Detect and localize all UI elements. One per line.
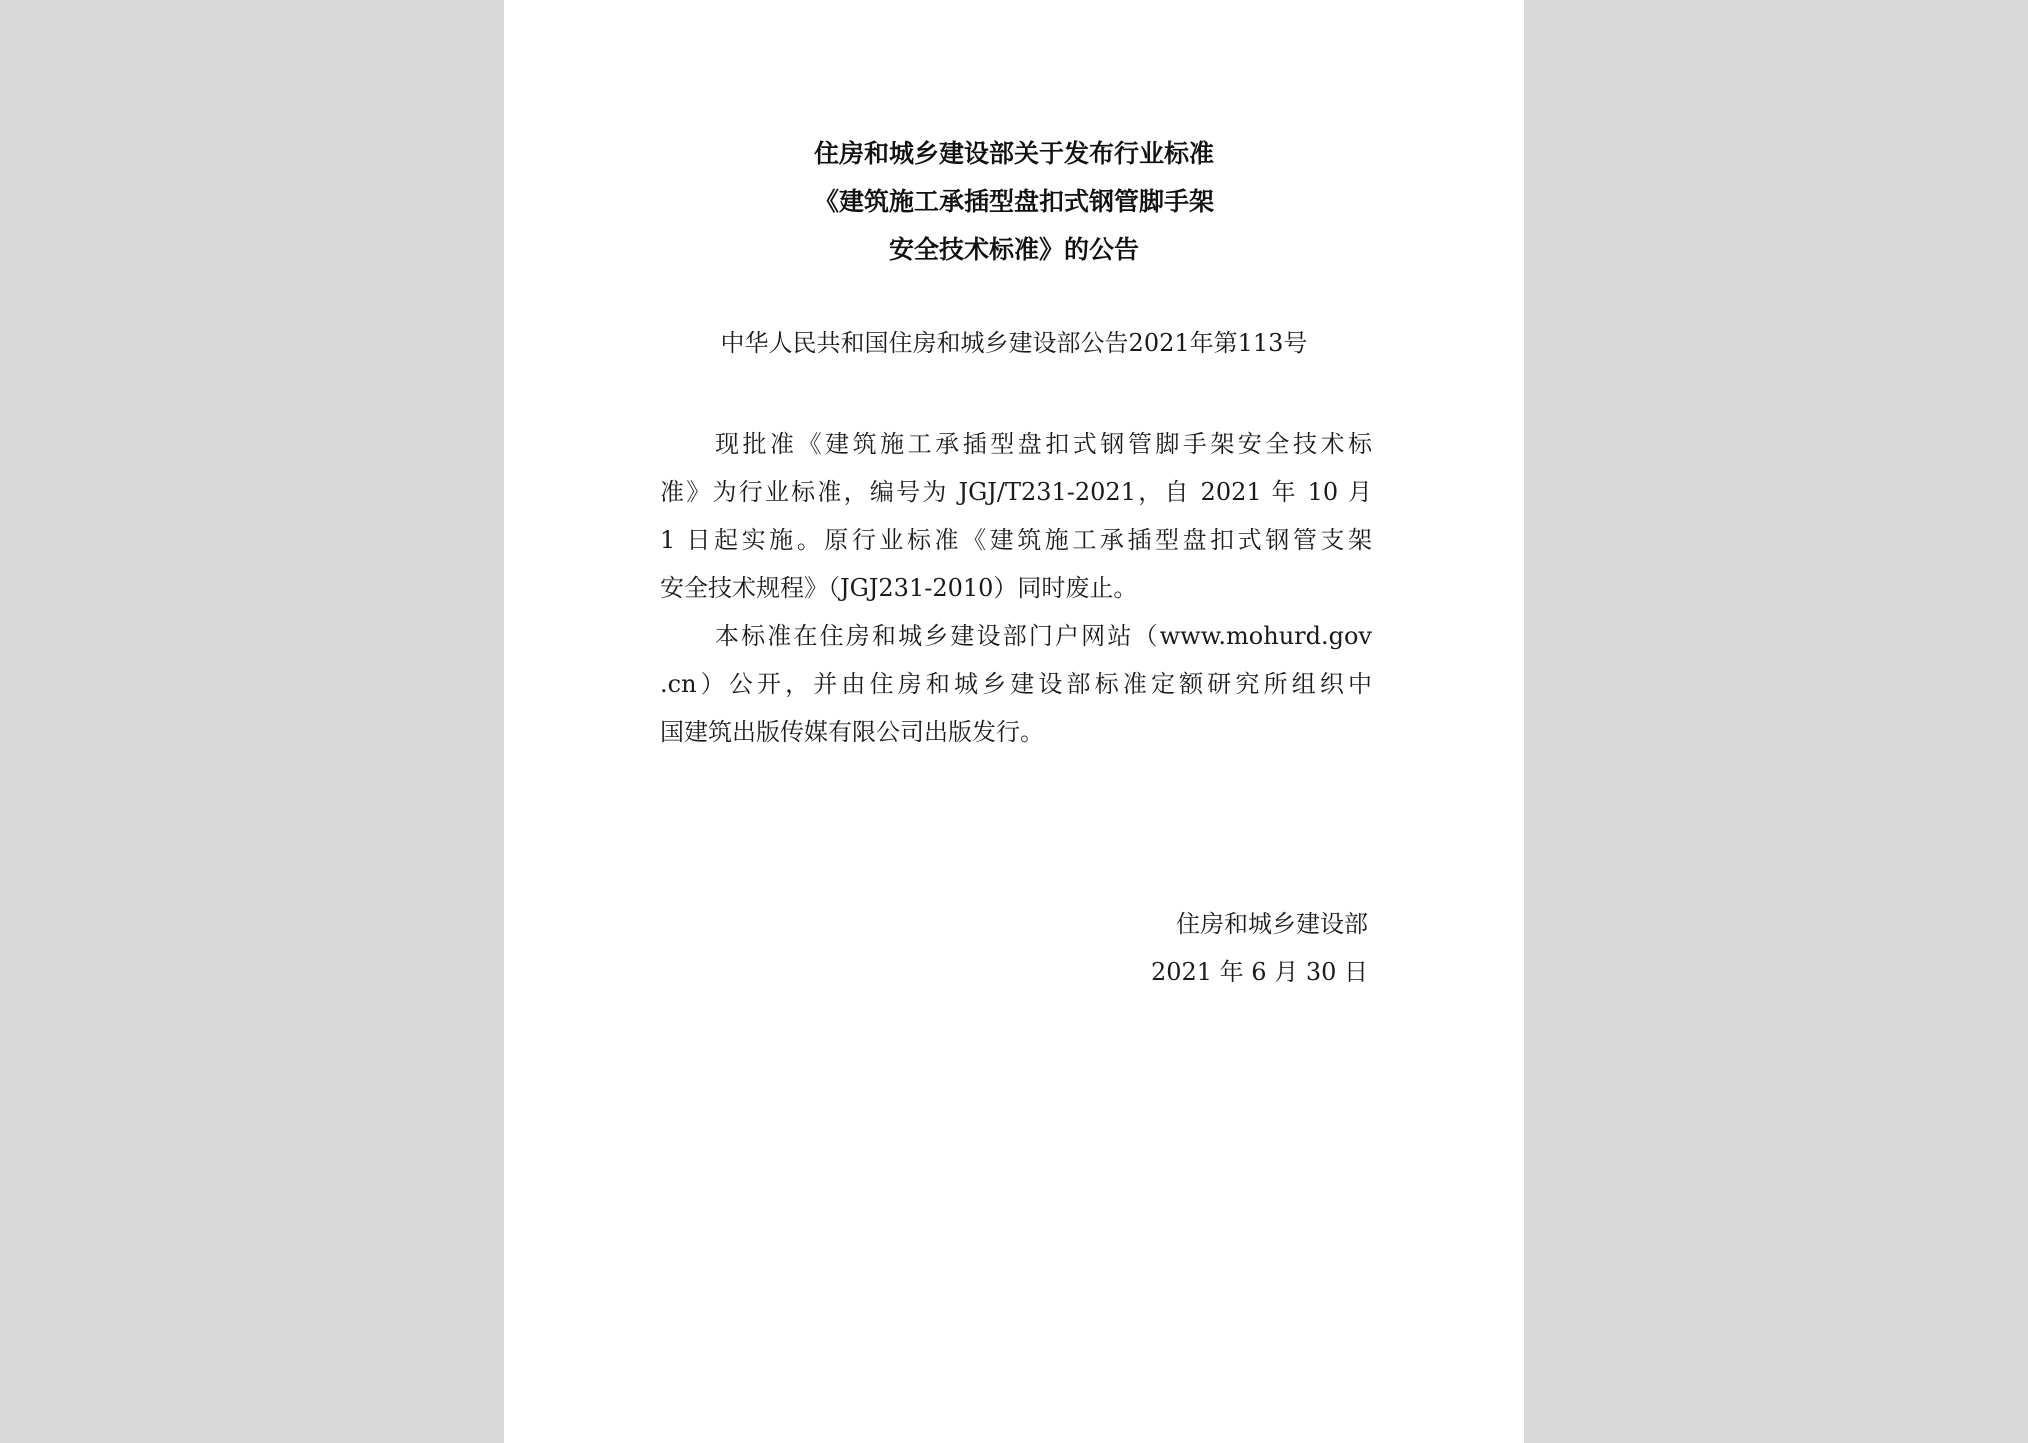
body-line-6: .cn）公开，并由住房和城乡建设部标准定额研究所组织中 xyxy=(660,670,1372,698)
body-line-3: 1 日起实施。原行业标准《建筑施工承插型盘扣式钢管支架 xyxy=(660,526,1372,554)
signature-date: 2021 年 6 月 30 日 xyxy=(1150,958,1368,986)
body-line-5: 本标准在住房和城乡建设部门户网站（www.mohurd.gov xyxy=(715,622,1372,650)
signature-block xyxy=(1151,900,1368,996)
body-line-1: 现批准《建筑施工承插型盘扣式钢管脚手架安全技术标 xyxy=(715,430,1372,458)
body-line-4: 安全技术规程》（JGJ231-2010）同时废止。 xyxy=(660,574,1138,602)
body-line-7: 国建筑出版传媒有限公司出版发行。 xyxy=(660,718,1044,746)
title-line-1: 住房和城乡建设部关于发布行业标准 xyxy=(813,139,1214,168)
document-title xyxy=(504,130,1524,274)
announcement-number: 中华人民共和国住房和城乡建设部公告2021年第113号 xyxy=(720,329,1308,357)
document-body xyxy=(660,420,1372,756)
body-line-2: 准》为行业标准，编号为 JGJ/T231-2021，自 2021 年 10 月 xyxy=(660,478,1372,506)
title-line-3: 安全技术标准》的公告 xyxy=(888,235,1139,264)
title-line-2: 《建筑施工承插型盘扣式钢管脚手架 xyxy=(813,187,1214,216)
signature-organization: 住房和城乡建设部 xyxy=(1176,910,1368,938)
document-page xyxy=(504,0,1524,1443)
